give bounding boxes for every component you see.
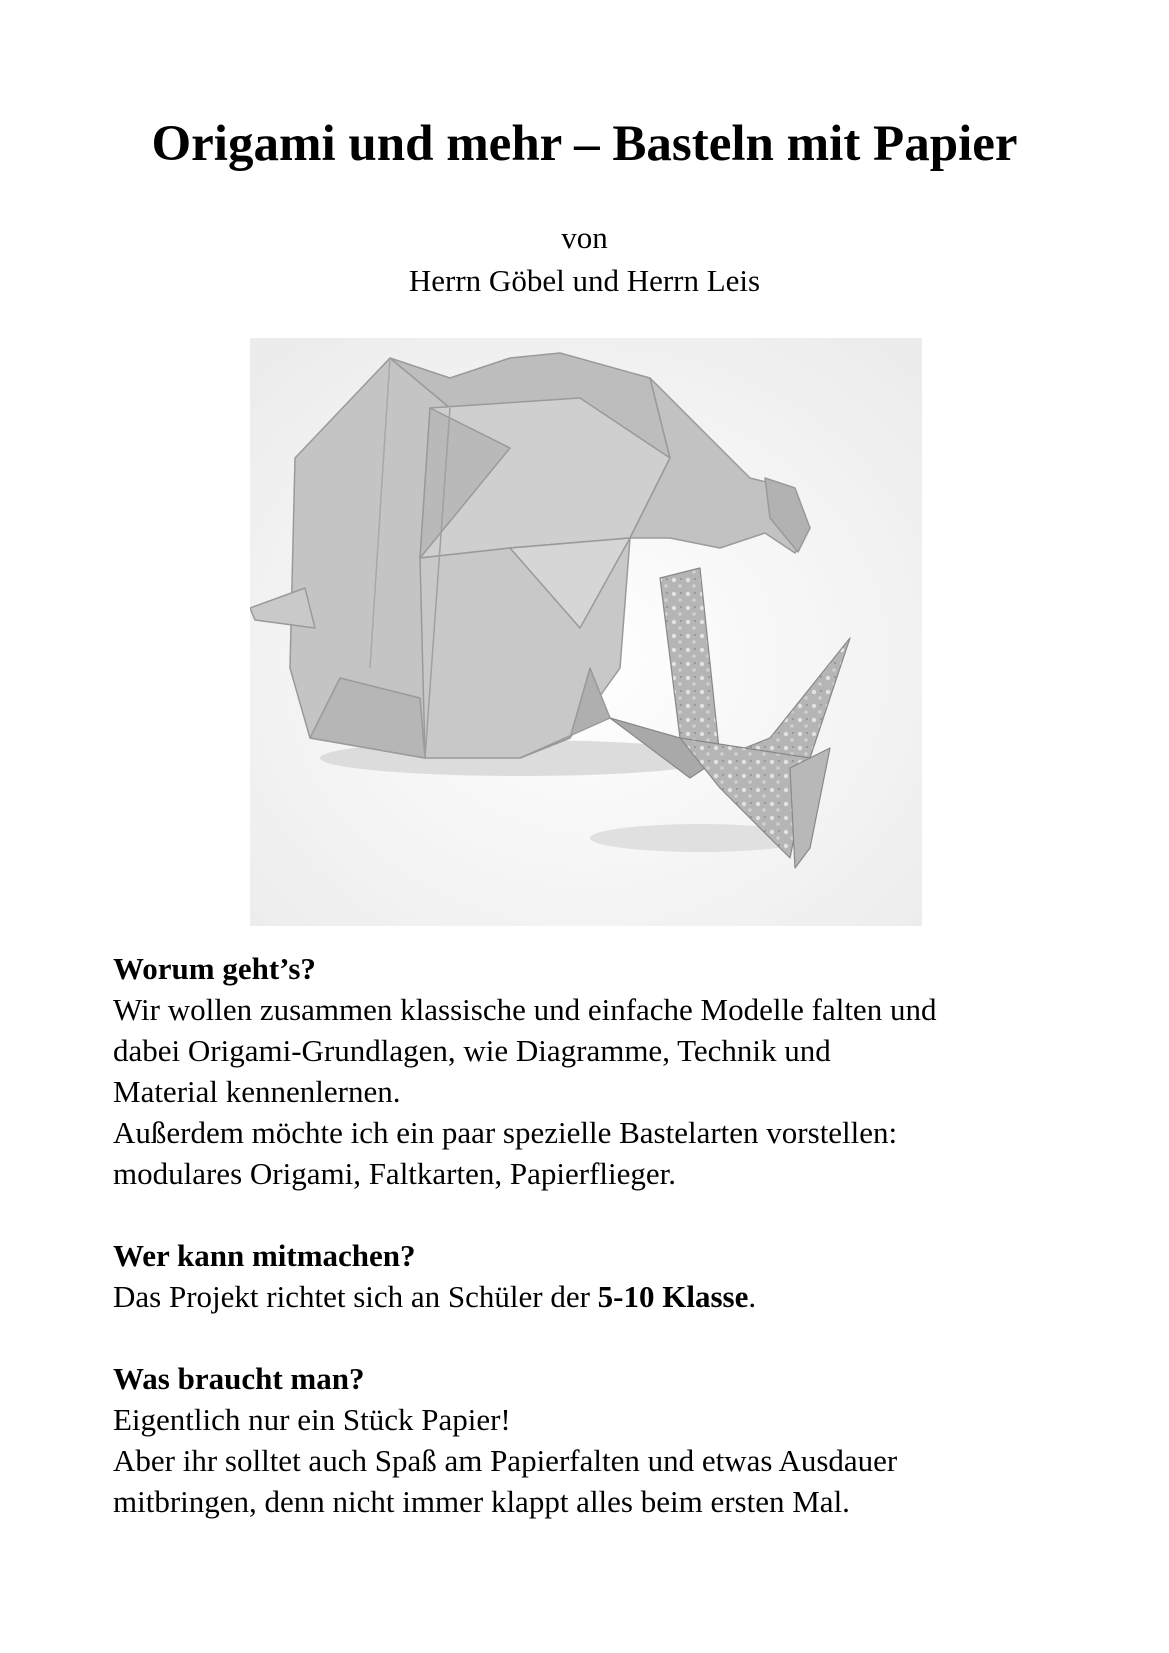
section-line — [113, 1276, 1073, 1317]
section-heading-worum: Worum geht’s? — [113, 951, 316, 986]
byline-von: von — [561, 220, 608, 255]
section-line: Wir wollen zusammen klassische und einfache Modelle falten und — [113, 992, 937, 1027]
text-before: Das Projekt richtet sich an Schüler der — [113, 1279, 598, 1314]
section-line: Material kennenlernen. — [113, 1074, 401, 1109]
section-line: dabei Origami-Grundlagen, wie Diagramme, Technik und — [113, 1033, 831, 1068]
origami-photo — [250, 338, 922, 926]
section-heading-wer: Wer kann mitmachen? — [113, 1238, 416, 1273]
section-was — [113, 1358, 1073, 1522]
origami-elephant-crane-illustration — [250, 338, 922, 926]
section-line: mitbringen, denn nicht immer klappt alles beim ersten Mal. — [113, 1484, 850, 1519]
section-line: modulares Origami, Faltkarten, Papierflieger. — [113, 1156, 676, 1191]
text-after: . — [748, 1279, 757, 1314]
section-heading-was: Was braucht man? — [113, 1361, 365, 1396]
section-line: Außerdem möchte ich ein paar spezielle Bastelarten vorstellen: — [113, 1115, 898, 1150]
section-wer — [113, 1235, 1073, 1317]
content-body — [113, 948, 1073, 1563]
byline-authors: Herrn Göbel und Herrn Leis — [408, 263, 761, 298]
section-line: Eigentlich nur ein Stück Papier! — [113, 1402, 511, 1437]
section-line: Aber ihr solltet auch Spaß am Papierfalten und etwas Ausdauer — [113, 1443, 898, 1478]
section-worum — [113, 948, 1073, 1194]
page-title: Origami und mehr – Basteln mit Papier — [151, 116, 1018, 172]
grade-range-bold: 5-10 Klasse — [597, 1279, 749, 1314]
